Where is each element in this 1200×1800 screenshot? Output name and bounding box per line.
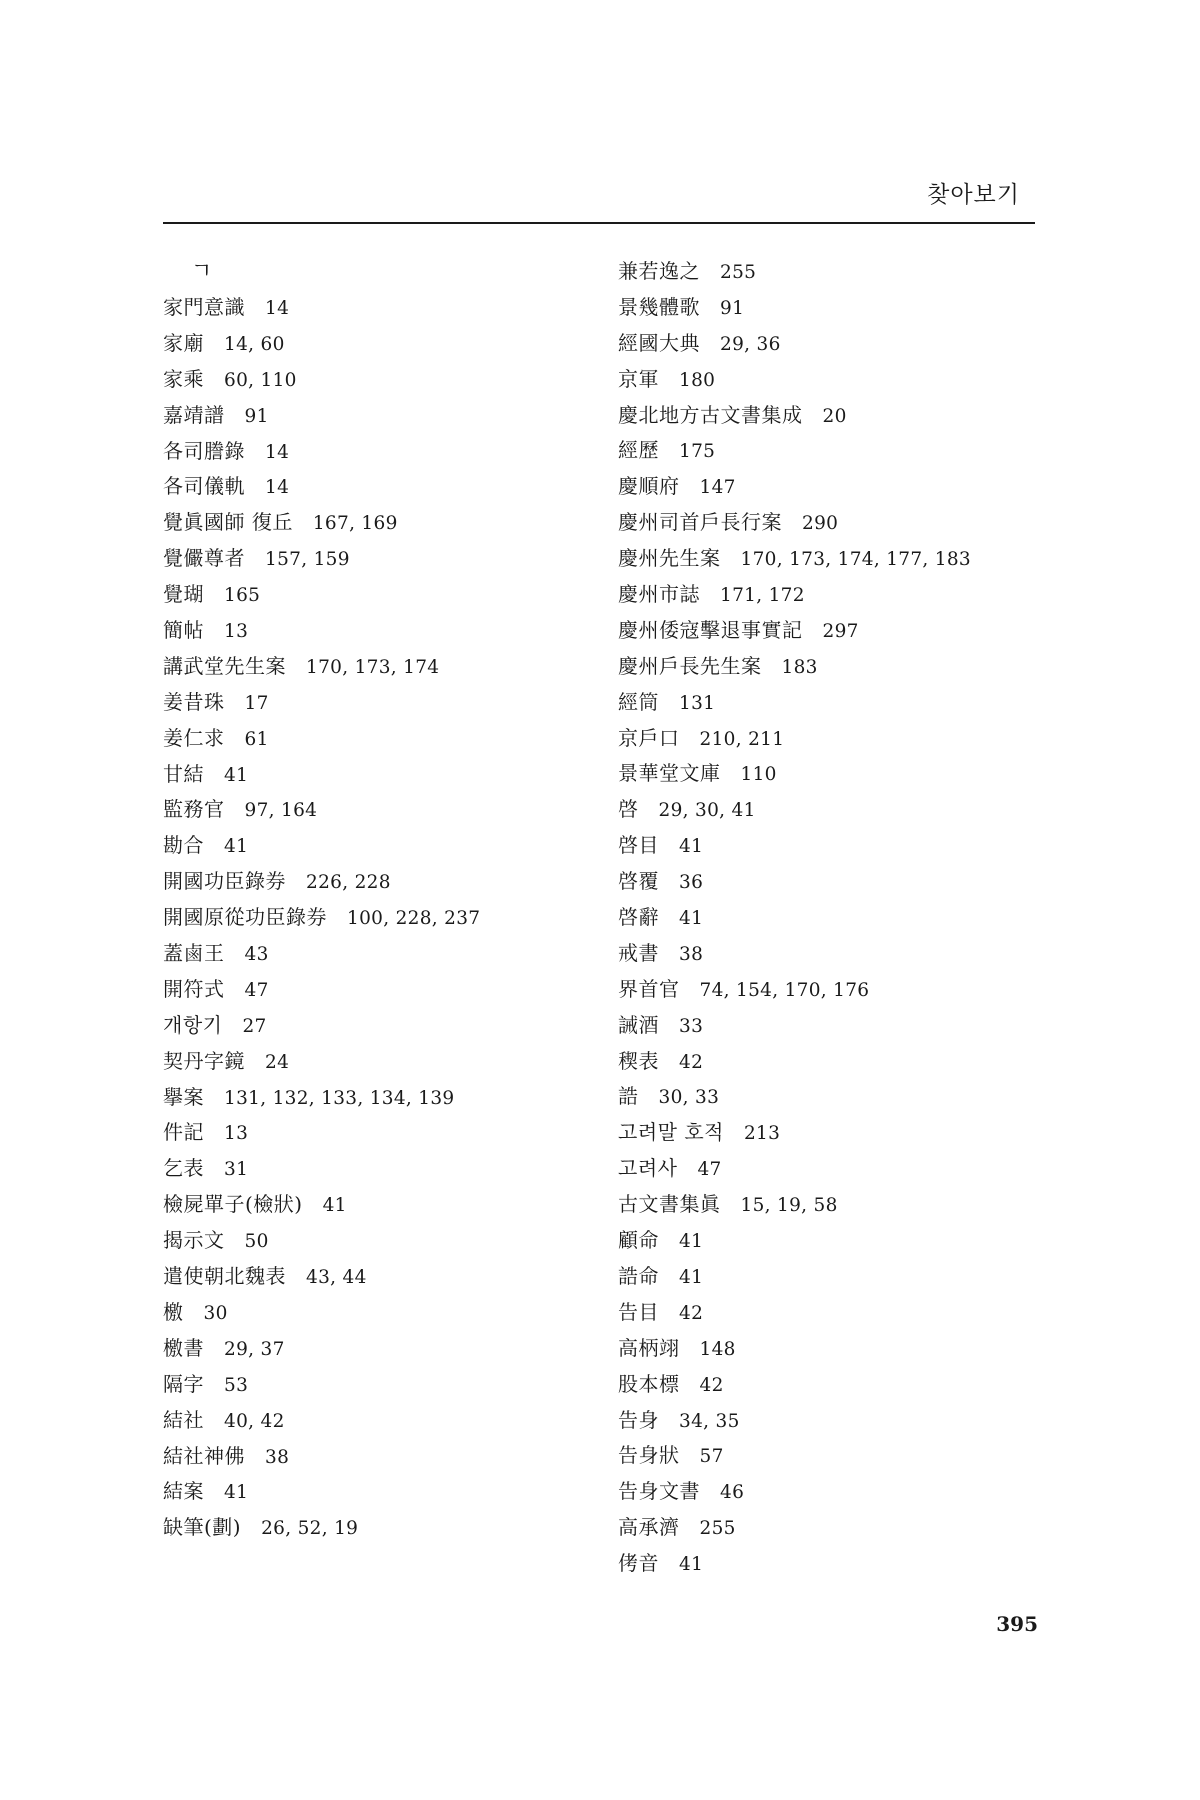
index-term: 高承濟 xyxy=(618,1515,680,1540)
index-term: 顧命 xyxy=(618,1228,659,1253)
index-term: 告身狀 xyxy=(618,1443,680,1468)
index-entry xyxy=(618,290,1058,326)
index-pages: 74, 154, 170, 176 xyxy=(699,979,870,1001)
index-term: 古文書集眞 xyxy=(618,1192,721,1217)
index-entry xyxy=(163,721,603,757)
index-entry xyxy=(618,792,1058,828)
index-term: 侤音 xyxy=(618,1551,659,1576)
index-entry xyxy=(163,613,603,649)
index-entry xyxy=(618,1223,1058,1259)
index-term: 嘉靖譜 xyxy=(163,402,225,427)
index-term: 揭示文 xyxy=(163,1228,225,1253)
index-pages: 41 xyxy=(679,836,704,858)
index-term: 隔字 xyxy=(163,1371,204,1396)
index-pages: 167, 169 xyxy=(312,513,398,535)
index-entry xyxy=(163,1223,603,1259)
index-term: 兼若逸之 xyxy=(618,259,700,283)
index-pages: 57 xyxy=(699,1446,724,1468)
index-entry xyxy=(618,828,1058,864)
index-term: 開國原從功臣錄券 xyxy=(163,905,327,930)
index-entry xyxy=(163,757,603,793)
index-pages: 131, 132, 133, 134, 139 xyxy=(224,1087,455,1109)
index-term: 檢屍單子(檢狀) xyxy=(163,1192,303,1217)
index-column-right xyxy=(618,254,1058,1582)
index-pages: 41 xyxy=(679,1266,704,1288)
index-term: 覺儼尊者 xyxy=(163,546,245,571)
index-term: 結案 xyxy=(163,1479,204,1504)
index-term: 慶北地方古文書集成 xyxy=(618,402,803,427)
index-term: 고려사 xyxy=(618,1156,678,1181)
index-pages: 148 xyxy=(699,1338,736,1360)
index-entry xyxy=(618,1187,1058,1223)
index-pages: 110 xyxy=(740,764,777,786)
index-pages: 24 xyxy=(265,1051,290,1073)
index-pages: 131 xyxy=(679,692,716,714)
index-pages: 147 xyxy=(699,477,736,499)
index-entry xyxy=(618,254,1058,290)
index-pages: 210, 211 xyxy=(699,728,785,750)
index-entry xyxy=(618,1079,1058,1115)
index-pages: 31 xyxy=(224,1159,249,1181)
index-pages: 29, 36 xyxy=(720,333,781,355)
index-entry xyxy=(618,398,1058,434)
page-number: 395 xyxy=(996,1612,1038,1636)
index-entry xyxy=(163,1080,603,1116)
index-term: 缺筆(劃) xyxy=(163,1515,242,1540)
index-term: 啓辭 xyxy=(618,905,659,930)
index-term: 戒書 xyxy=(618,940,659,965)
index-entry xyxy=(618,613,1058,649)
index-term: 簡帖 xyxy=(163,618,204,643)
index-term: 慶州司首戶長行案 xyxy=(618,510,782,535)
index-term: 開國功臣錄券 xyxy=(163,869,286,894)
index-pages: 41 xyxy=(224,1482,249,1504)
index-pages: 14 xyxy=(265,477,290,499)
index-pages: 43, 44 xyxy=(306,1267,367,1289)
index-entry xyxy=(163,326,603,362)
index-pages: 46 xyxy=(720,1482,745,1504)
index-term: 誡酒 xyxy=(618,1012,659,1037)
index-term: 家門意識 xyxy=(163,295,245,319)
index-term: 誥命 xyxy=(618,1263,659,1288)
index-pages: 297 xyxy=(822,620,859,642)
index-entry xyxy=(163,1151,603,1187)
index-pages: 14 xyxy=(265,441,290,463)
index-column-left xyxy=(163,254,603,1546)
index-term: 監務官 xyxy=(163,797,225,822)
index-pages: 170, 173, 174, 177, 183 xyxy=(740,549,971,571)
index-pages: 42 xyxy=(699,1374,724,1396)
index-term: 京軍 xyxy=(618,366,659,391)
index-term: 家廟 xyxy=(163,330,204,355)
index-term: 經歷 xyxy=(618,438,659,463)
index-term: 慶州市誌 xyxy=(618,582,700,607)
index-pages: 47 xyxy=(697,1159,722,1181)
index-term: 景華堂文庫 xyxy=(618,761,721,786)
index-entry xyxy=(618,1438,1058,1474)
index-term: 講武堂先生案 xyxy=(163,653,286,678)
index-pages: 60, 110 xyxy=(224,369,297,391)
index-pages: 38 xyxy=(679,943,704,965)
index-entry xyxy=(618,1295,1058,1331)
index-entry xyxy=(618,1044,1058,1080)
index-term: 慶順府 xyxy=(618,474,680,499)
index-term: 覺瑚 xyxy=(163,582,204,607)
index-entry xyxy=(618,541,1058,577)
index-entry xyxy=(163,1403,603,1439)
index-entry xyxy=(618,1008,1058,1044)
index-pages: 170, 173, 174 xyxy=(306,656,440,678)
index-entry xyxy=(163,1510,603,1546)
index-pages: 38 xyxy=(265,1446,290,1468)
index-entry xyxy=(163,864,603,900)
index-pages: 30 xyxy=(203,1302,228,1324)
index-entry xyxy=(618,1115,1058,1151)
index-pages: 41 xyxy=(679,1231,704,1253)
index-entry xyxy=(618,469,1058,505)
index-entry xyxy=(163,434,603,470)
index-entry xyxy=(618,756,1058,792)
index-pages: 43 xyxy=(244,944,269,966)
index-pages: 157, 159 xyxy=(265,549,350,571)
index-entry xyxy=(618,577,1058,613)
index-term: 高柄翊 xyxy=(618,1335,680,1360)
index-entry xyxy=(163,649,603,685)
index-term: 家乘 xyxy=(163,366,204,391)
header-rule xyxy=(163,222,1035,224)
index-entry xyxy=(618,1403,1058,1439)
index-pages: 165 xyxy=(224,585,261,607)
index-term: 經國大典 xyxy=(618,330,700,355)
index-pages: 41 xyxy=(679,1554,704,1576)
index-entry xyxy=(163,362,603,398)
index-term: 蓋鹵王 xyxy=(163,941,225,966)
index-term: 慶州戶長先生案 xyxy=(618,653,762,678)
index-pages: 30, 33 xyxy=(658,1087,720,1109)
index-term: 稧表 xyxy=(618,1048,659,1073)
index-term: 甘結 xyxy=(163,761,204,786)
index-entry xyxy=(163,1474,603,1510)
index-term: 件記 xyxy=(163,1120,204,1145)
index-pages: 41 xyxy=(224,764,249,786)
index-term: 遣使朝北魏表 xyxy=(163,1264,286,1289)
index-entry xyxy=(618,1510,1058,1546)
index-entry xyxy=(163,505,603,541)
index-entry xyxy=(163,685,603,721)
index-pages: 27 xyxy=(242,1015,267,1037)
index-pages: 13 xyxy=(224,1123,249,1145)
index-term: 檄書 xyxy=(163,1335,204,1360)
index-entry xyxy=(163,290,603,326)
index-entry xyxy=(618,900,1058,936)
index-pages: 14 xyxy=(265,298,290,319)
index-term: 개항기 xyxy=(163,1012,223,1037)
index-entry xyxy=(163,900,603,936)
index-term: 各司謄錄 xyxy=(163,438,245,463)
index-term: 勘合 xyxy=(163,833,204,858)
index-entry xyxy=(163,1187,603,1223)
index-entry xyxy=(163,577,603,613)
index-entry xyxy=(163,972,603,1008)
index-term: 覺眞國師 復丘 xyxy=(163,510,293,535)
index-entry xyxy=(618,1151,1058,1187)
index-term: 慶州倭寇擊退事實記 xyxy=(618,617,803,642)
index-entry xyxy=(163,469,603,505)
index-entry xyxy=(163,1439,603,1475)
index-pages: 50 xyxy=(244,1231,269,1253)
index-entry xyxy=(163,541,603,577)
index-entry xyxy=(618,433,1058,469)
index-pages: 15, 19, 58 xyxy=(740,1195,838,1217)
index-pages: 20 xyxy=(822,405,847,427)
index-entry xyxy=(618,1474,1058,1510)
index-pages: 61 xyxy=(244,728,269,750)
index-pages: 29, 30, 41 xyxy=(658,800,756,822)
index-pages: 41 xyxy=(679,908,704,930)
index-term: 啓目 xyxy=(618,833,659,858)
index-pages: 29, 37 xyxy=(224,1338,285,1360)
index-entry xyxy=(618,972,1058,1008)
index-entry xyxy=(618,362,1058,398)
index-entry xyxy=(618,649,1058,685)
index-pages: 53 xyxy=(224,1374,249,1396)
index-pages: 17 xyxy=(244,692,269,714)
index-pages: 41 xyxy=(224,836,249,858)
index-term: 契丹字鏡 xyxy=(163,1048,245,1073)
index-term: 結社 xyxy=(163,1407,204,1432)
index-term: 景幾體歌 xyxy=(618,294,700,319)
index-pages: 171, 172 xyxy=(720,585,805,607)
index-entry xyxy=(618,864,1058,900)
index-entry xyxy=(618,326,1058,362)
index-entry xyxy=(618,505,1058,541)
index-pages: 40, 42 xyxy=(224,1410,285,1432)
index-entry xyxy=(163,936,603,972)
index-pages: 100, 228, 237 xyxy=(347,908,481,930)
index-term: 開符式 xyxy=(163,976,225,1001)
index-pages: 97, 164 xyxy=(244,800,318,822)
index-pages: 175 xyxy=(679,441,716,463)
index-pages: 41 xyxy=(322,1195,347,1217)
index-term: 京戶口 xyxy=(618,725,680,750)
index-pages: 42 xyxy=(679,1051,704,1073)
index-pages: 180 xyxy=(679,369,716,391)
index-pages: 33 xyxy=(679,1015,704,1037)
index-pages: 255 xyxy=(699,1518,736,1540)
index-entry xyxy=(163,1367,603,1403)
index-entry xyxy=(618,721,1058,757)
index-term: 姜仁求 xyxy=(163,725,225,750)
index-term: 股本標 xyxy=(618,1371,680,1396)
index-term: 告身 xyxy=(618,1407,659,1432)
index-entry xyxy=(163,1259,603,1295)
index-pages: 14, 60 xyxy=(224,333,285,355)
index-entry xyxy=(163,1008,603,1044)
index-term: 乞表 xyxy=(163,1156,204,1181)
index-entry xyxy=(618,936,1058,972)
index-term: 各司儀軌 xyxy=(163,474,245,499)
index-entry xyxy=(163,398,603,434)
index-pages: 91 xyxy=(720,297,745,319)
index-term: 慶州先生案 xyxy=(618,546,721,571)
index-pages: 42 xyxy=(679,1302,704,1324)
index-pages: 47 xyxy=(244,979,269,1001)
index-entry xyxy=(163,792,603,828)
index-pages: 290 xyxy=(802,513,839,535)
index-entry xyxy=(163,828,603,864)
page-header-title: 찾아보기 xyxy=(927,182,1020,208)
index-entry xyxy=(618,1546,1058,1582)
index-pages: 213 xyxy=(743,1123,781,1145)
index-entry xyxy=(618,1331,1058,1367)
index-pages: 34, 35 xyxy=(679,1410,740,1432)
index-term: 誥 xyxy=(618,1084,639,1109)
section-letter: ㄱ xyxy=(191,259,213,284)
index-term: 擧案 xyxy=(163,1084,204,1109)
index-pages: 183 xyxy=(781,656,818,678)
index-term: 고려말 호적 xyxy=(618,1120,724,1145)
index-term: 啓 xyxy=(618,797,639,822)
index-term: 經筒 xyxy=(618,689,659,714)
index-term: 告目 xyxy=(618,1299,659,1324)
index-entry xyxy=(618,1259,1058,1295)
index-term: 結社神佛 xyxy=(163,1443,245,1468)
index-pages: 226, 228 xyxy=(306,872,391,894)
index-term: 告身文書 xyxy=(618,1479,700,1504)
index-term: 界首官 xyxy=(618,976,680,1001)
index-pages: 255 xyxy=(720,262,757,283)
index-term: 啓覆 xyxy=(618,869,659,894)
index-pages: 91 xyxy=(244,405,269,427)
index-term: 檄 xyxy=(163,1299,184,1324)
index-entry xyxy=(163,1295,603,1331)
index-pages: 26, 52, 19 xyxy=(261,1518,359,1540)
index-term: 姜昔珠 xyxy=(163,689,225,714)
index-entry xyxy=(163,1044,603,1080)
index-pages: 36 xyxy=(679,872,704,894)
index-entry xyxy=(163,1115,603,1151)
index-entry xyxy=(163,1331,603,1367)
index-entry xyxy=(618,685,1058,721)
index-entry xyxy=(618,1367,1058,1403)
index-pages: 13 xyxy=(224,621,249,643)
